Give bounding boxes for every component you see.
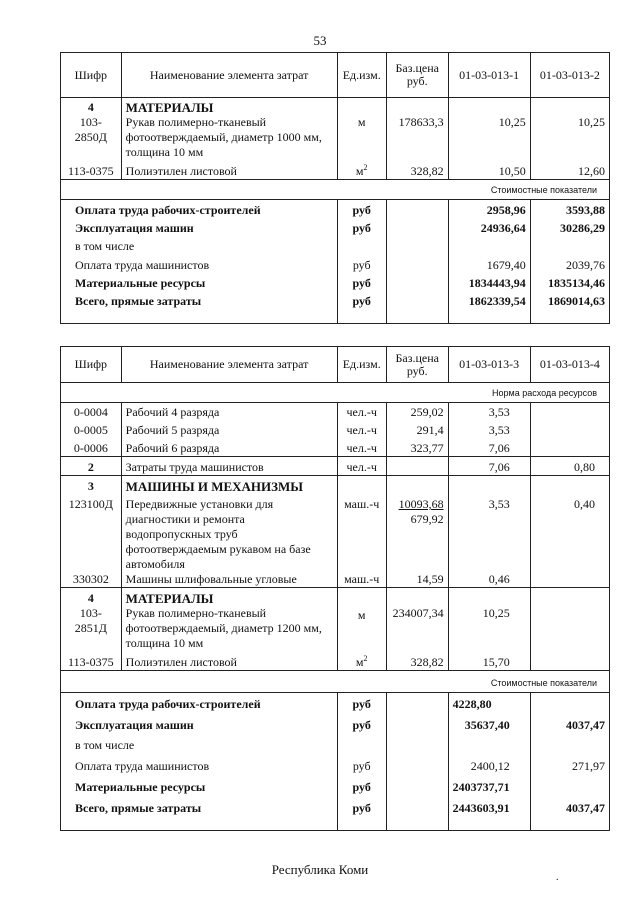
summary-row — [61, 236, 610, 254]
summary-value-1: 1679,40 — [448, 254, 530, 273]
summary-value-2: 4037,47 — [530, 712, 609, 733]
header-row — [61, 53, 610, 98]
row-unit: чел.-ч — [337, 420, 386, 438]
header-name: Наименование элемента затрат — [121, 53, 337, 98]
summary-value-2: 4037,47 — [530, 795, 609, 816]
row-unit: чел.-ч — [337, 403, 386, 421]
cost-table-1 — [60, 52, 610, 324]
summary-label: Оплата труда машинистов — [61, 753, 338, 774]
row-unit: маш.-ч — [337, 494, 386, 572]
row-code: 0-0004 — [61, 403, 122, 421]
summary-value-1: 2403737,71 — [448, 774, 530, 795]
row-price: 259,02 — [386, 403, 448, 421]
row-code: 103-2851Д — [61, 606, 122, 651]
row-value-2 — [530, 438, 609, 457]
summary-value-2: 30286,29 — [530, 218, 609, 236]
summary-label: Оплата труда машинистов — [61, 254, 338, 273]
section-title: МАТЕРИАЛЫ — [121, 98, 337, 116]
band-row — [61, 671, 610, 693]
row-value-2: 10,25 — [530, 115, 609, 160]
summary-value-1: 2443603,91 — [448, 795, 530, 816]
row-value-1: 10,50 — [448, 160, 530, 180]
header-name: Наименование элемента затрат — [121, 347, 337, 383]
row-value-2 — [530, 572, 609, 588]
header-price: Баз.цена руб. — [386, 347, 448, 383]
header-code: Шифр — [61, 53, 122, 98]
row-code: 0-0006 — [61, 438, 122, 457]
row-name: Рабочий 5 разряда — [121, 420, 337, 438]
machinist-row — [61, 457, 610, 476]
table-row — [61, 606, 610, 651]
row-unit: м — [337, 115, 386, 160]
summary-row — [61, 200, 610, 219]
header-col1: 01-03-013-1 — [448, 53, 530, 98]
summary-row — [61, 291, 610, 309]
summary-row — [61, 795, 610, 816]
row-name: Полиэтилен листовой — [121, 651, 337, 671]
band-row — [61, 180, 610, 200]
summary-row — [61, 753, 610, 774]
row-name: Затраты труда машинистов — [121, 457, 337, 476]
section-row — [61, 588, 610, 607]
summary-value-1: 1862339,54 — [448, 291, 530, 309]
summary-row — [61, 712, 610, 733]
row-value-1: 0,46 — [448, 572, 530, 588]
row-value-2: 12,60 — [530, 160, 609, 180]
summary-value-1: 2958,96 — [448, 200, 530, 219]
summary-label: Всего, прямые затраты — [61, 795, 338, 816]
band-label: Стоимостные показатели — [61, 180, 610, 200]
band-label: Стоимостные показатели — [61, 671, 610, 693]
row-name: Рабочий 6 разряда — [121, 438, 337, 457]
header-col2: 01-03-013-2 — [530, 53, 609, 98]
header-row — [61, 347, 610, 383]
table-row — [61, 403, 610, 421]
row-value-1: 7,06 — [448, 457, 530, 476]
row-code: 103-2850Д — [61, 115, 122, 160]
row-value-2: 0,80 — [530, 457, 609, 476]
row-unit: чел.-ч — [337, 438, 386, 457]
summary-label: Эксплуатация машин — [61, 712, 338, 733]
row-code: 123100Д — [61, 494, 122, 572]
header-code: Шифр — [61, 347, 122, 383]
summary-value-1: 1834443,94 — [448, 273, 530, 291]
row-price: 14,59 — [386, 572, 448, 588]
summary-unit: руб — [337, 200, 386, 219]
row-unit: $м^2$ — [337, 651, 386, 671]
band-label: Норма расхода ресурсов — [61, 383, 610, 403]
row-value-2 — [530, 606, 609, 651]
header-col1: 01-03-013-3 — [448, 347, 530, 383]
row-value-1: 3,53 — [448, 420, 530, 438]
section-title: МАШИНЫ И МЕХАНИЗМЫ — [121, 476, 337, 495]
row-code: 113-0375 — [61, 160, 122, 180]
row-value-2 — [530, 403, 609, 421]
row-name: Рукав полимерно-тканевый фотоотверждаемый, диаметр 1000 мм, толщина 10 мм — [121, 115, 337, 160]
summary-value-2: 1835134,46 — [530, 273, 609, 291]
summary-value-2 — [530, 693, 609, 713]
summary-row — [61, 733, 610, 753]
footer-region: Республика Коми — [271, 862, 369, 877]
summary-value-2: 1869014,63 — [530, 291, 609, 309]
summary-value-1: 24936,64 — [448, 218, 530, 236]
row-unit: $м^2$ — [337, 160, 386, 180]
summary-label: в том числе — [61, 733, 338, 753]
row-name: Полиэтилен листовой — [121, 160, 337, 180]
table-row — [61, 160, 610, 180]
row-code: 330302 — [61, 572, 122, 588]
row-code: 2 — [61, 457, 122, 476]
row-value-1: 10,25 — [448, 115, 530, 160]
row-code: 113-0375 — [61, 651, 122, 671]
summary-value-2: 271,97 — [530, 753, 609, 774]
table-row — [61, 438, 610, 457]
row-value-1: 7,06 — [448, 438, 530, 457]
table-row — [61, 115, 610, 160]
row-value-1: 3,53 — [448, 494, 530, 572]
summary-label: Эксплуатация машин — [61, 218, 338, 236]
summary-label: Оплата труда рабочих-строителей — [61, 693, 338, 713]
summary-unit: руб — [337, 273, 386, 291]
row-name: Передвижные установки для диагностики и ремонта водопропускных труб фотоотверждаемым рукавом на базе автомобиля — [121, 494, 337, 572]
summary-label: Материальные ресурсы — [61, 273, 338, 291]
row-price: 291,4 — [386, 420, 448, 438]
summary-value-2: 3593,88 — [530, 200, 609, 219]
section-row — [61, 476, 610, 495]
row-price: 323,77 — [386, 438, 448, 457]
summary-value-1: 2400,12 — [448, 753, 530, 774]
row-price — [386, 457, 448, 476]
summary-label: Всего, прямые затраты — [61, 291, 338, 309]
row-price: 10093,68 679,92 — [386, 494, 448, 572]
row-value-2 — [530, 420, 609, 438]
summary-row — [61, 273, 610, 291]
summary-value-1: 4228,80 — [448, 693, 530, 713]
row-value-1: 3,53 — [448, 403, 530, 421]
header-unit: Ед.изм. — [337, 53, 386, 98]
summary-unit: руб — [337, 712, 386, 733]
row-price: 328,82 — [386, 651, 448, 671]
section-code: 3 — [61, 476, 122, 495]
summary-label: в том числе — [61, 236, 338, 254]
table-row — [61, 494, 610, 572]
section-code: 4 — [61, 588, 122, 607]
summary-unit: руб — [337, 774, 386, 795]
table-row — [61, 651, 610, 671]
row-name: Машины шлифовальные угловые — [121, 572, 337, 588]
page-number: 53 — [313, 33, 327, 48]
section-code: 4 — [61, 98, 122, 116]
summary-unit: руб — [337, 218, 386, 236]
summary-unit: руб — [337, 254, 386, 273]
row-value-1: 15,70 — [448, 651, 530, 671]
band-row — [61, 383, 610, 403]
row-value-2: 0,40 — [530, 494, 609, 572]
row-unit: маш.-ч — [337, 572, 386, 588]
summary-value-1: 35637,40 — [448, 712, 530, 733]
header-price: Баз.цена руб. — [386, 53, 448, 98]
row-unit: чел.-ч — [337, 457, 386, 476]
summary-row — [61, 218, 610, 236]
header-col2: 01-03-013-4 — [530, 347, 609, 383]
header-unit: Ед.изм. — [337, 347, 386, 383]
summary-row — [61, 254, 610, 273]
section-row — [61, 98, 610, 116]
row-price: 178633,3 — [386, 115, 448, 160]
section-title: МАТЕРИАЛЫ — [121, 588, 337, 607]
row-name: Рукав полимерно-тканевый фотоотверждаемый, диаметр 1200 мм, толщина 10 мм — [121, 606, 337, 651]
summary-unit: руб — [337, 291, 386, 309]
summary-label: Оплата труда рабочих-строителей — [61, 200, 338, 219]
footer-mark: . — [556, 872, 559, 883]
summary-value-2 — [530, 774, 609, 795]
summary-label: Материальные ресурсы — [61, 774, 338, 795]
row-unit: м — [337, 606, 386, 651]
summary-unit: руб — [337, 753, 386, 774]
row-value-1: 10,25 — [448, 606, 530, 651]
summary-unit: руб — [337, 795, 386, 816]
cost-table-2 — [60, 346, 610, 831]
row-value-2 — [530, 651, 609, 671]
row-price: 234007,34 — [386, 606, 448, 651]
row-name: Рабочий 4 разряда — [121, 403, 337, 421]
table-row — [61, 420, 610, 438]
summary-row — [61, 774, 610, 795]
summary-unit: руб — [337, 693, 386, 713]
row-code: 0-0005 — [61, 420, 122, 438]
summary-row — [61, 693, 610, 713]
summary-value-2: 2039,76 — [530, 254, 609, 273]
row-price: 328,82 — [386, 160, 448, 180]
table-row — [61, 572, 610, 588]
